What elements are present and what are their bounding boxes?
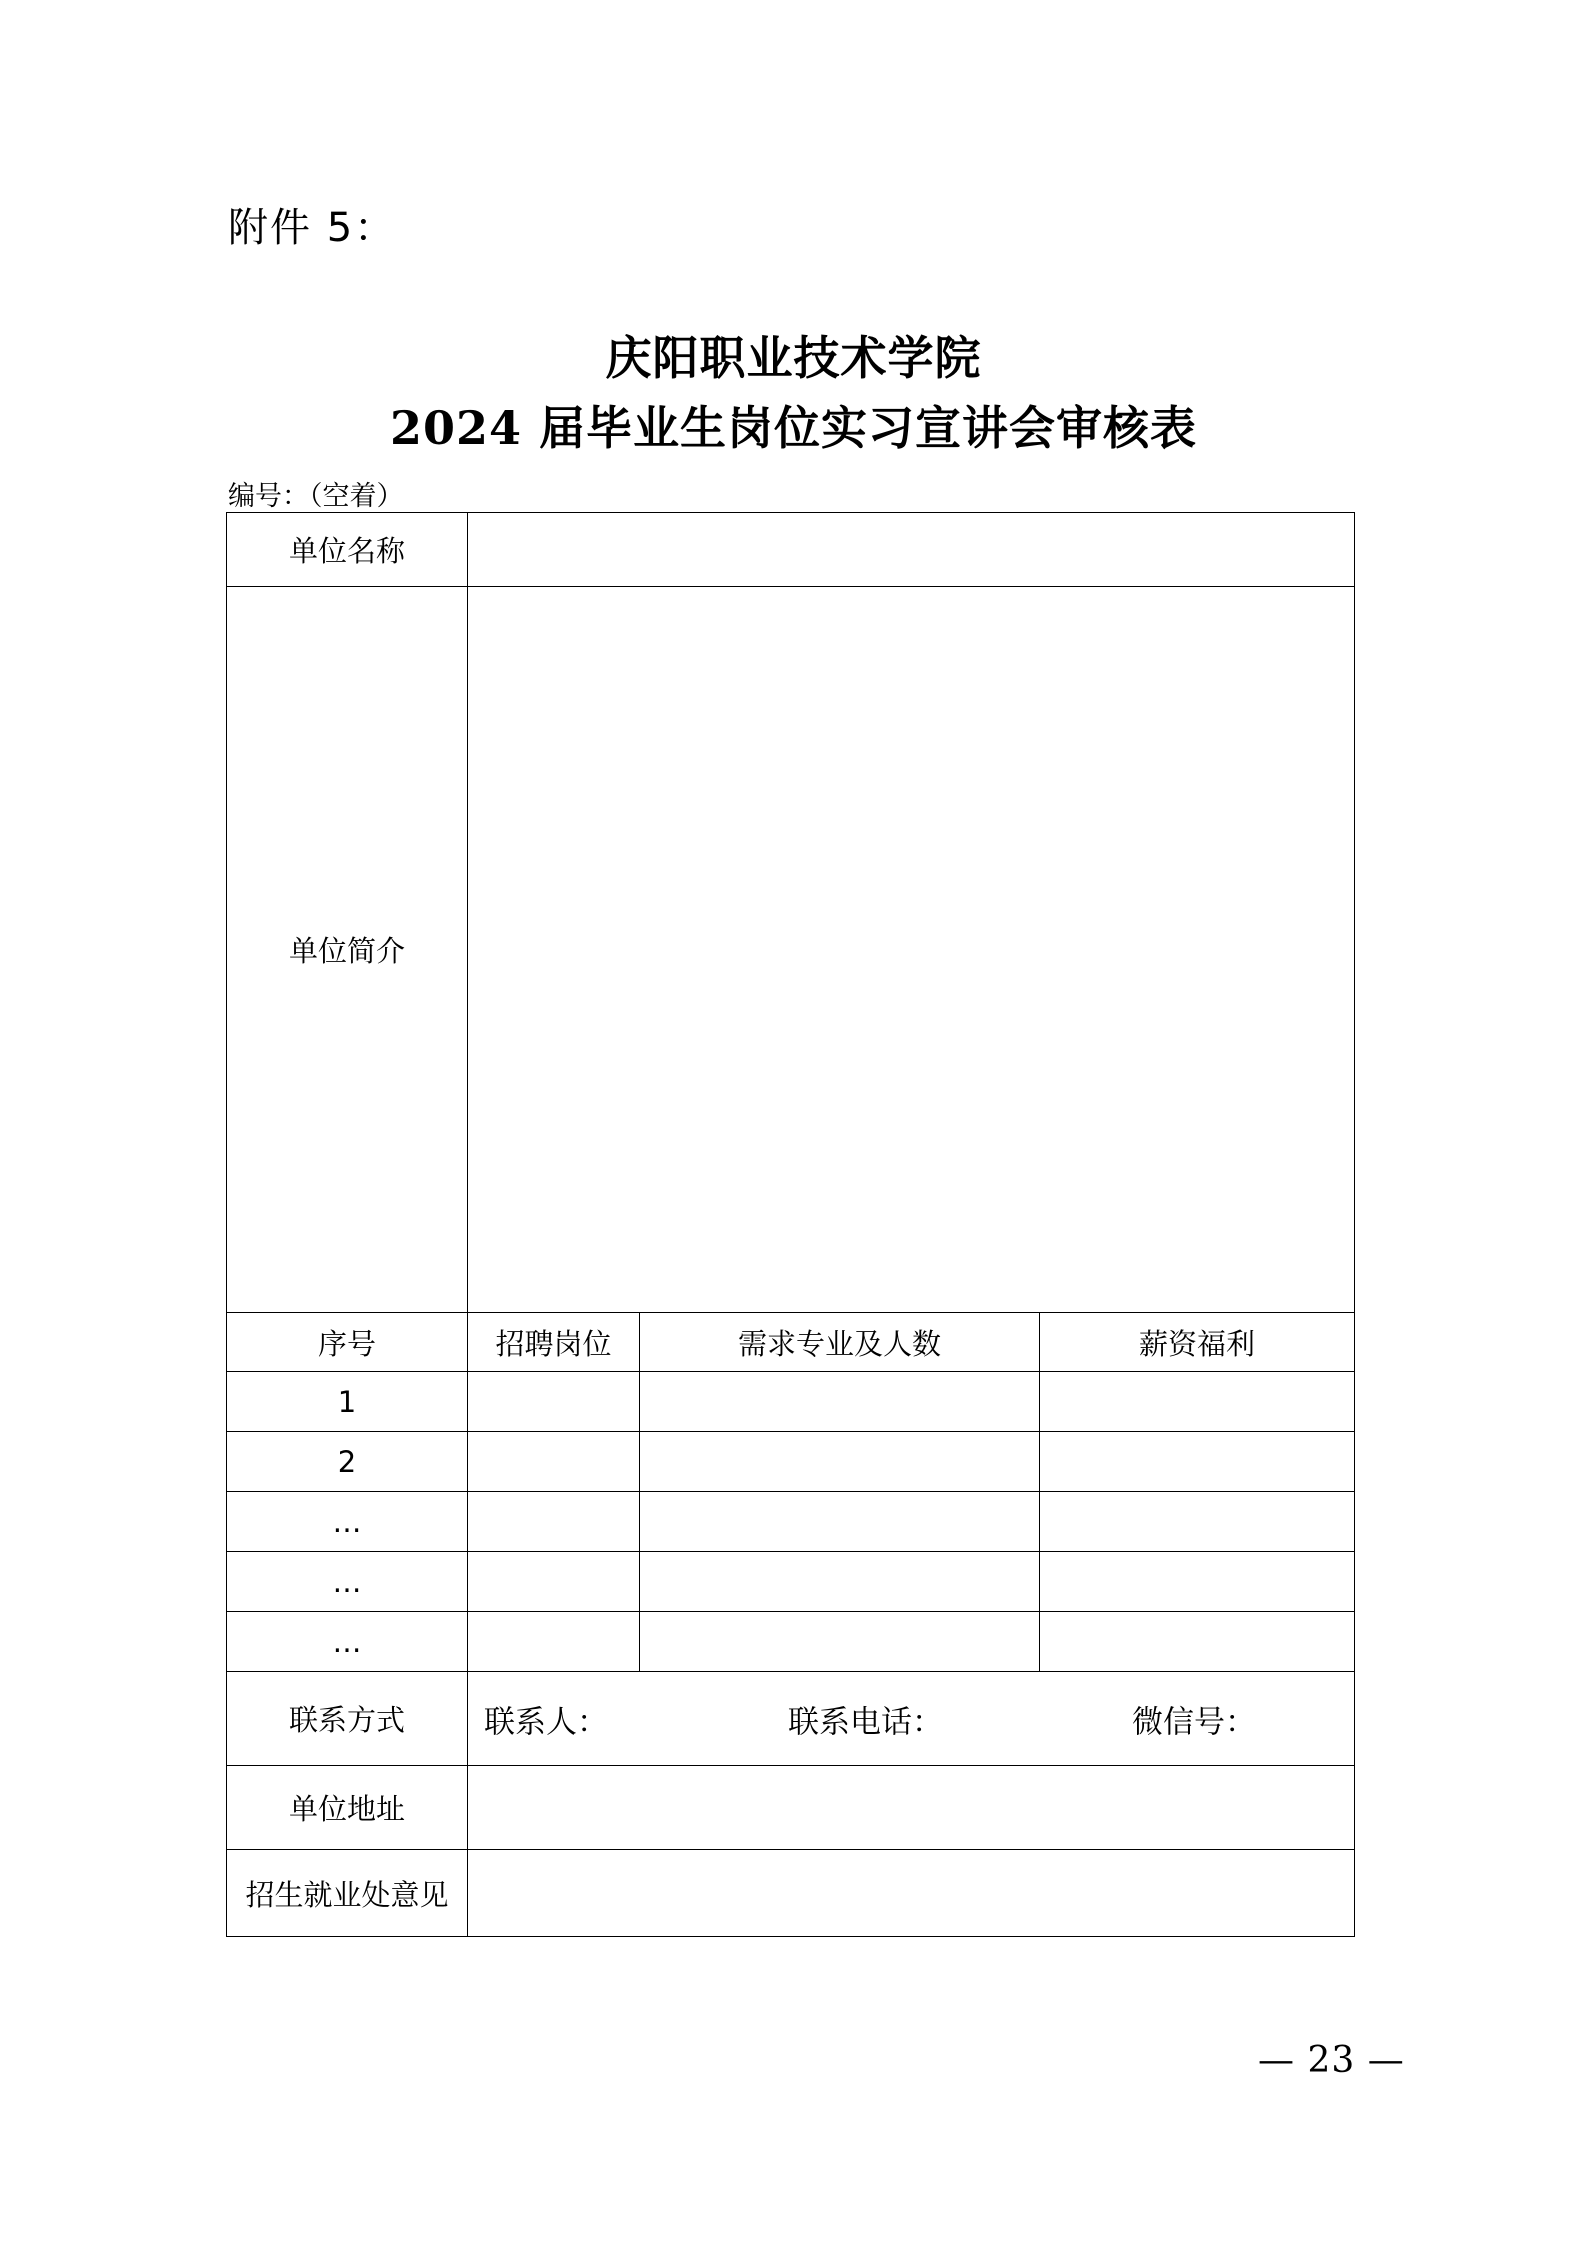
unit-name-row xyxy=(227,513,1355,587)
majors-count-field[interactable] xyxy=(640,1372,1040,1432)
office-opinion-field[interactable] xyxy=(468,1850,1355,1937)
document-subtitle: 2024 届毕业生岗位实习宣讲会审核表 xyxy=(389,401,1198,455)
position-field[interactable] xyxy=(468,1552,640,1612)
wechat-label: 微信号： xyxy=(1132,1704,1256,1740)
row-seq: … xyxy=(227,1492,468,1552)
row-seq: … xyxy=(227,1552,468,1612)
table-row xyxy=(227,1612,1355,1672)
office-opinion-row xyxy=(227,1850,1355,1937)
serial-number-label: 编号：（空着） xyxy=(228,481,404,512)
row-seq: 2 xyxy=(227,1432,468,1492)
table-row xyxy=(227,1372,1355,1432)
contact-field[interactable] xyxy=(468,1672,1355,1766)
majors-count-field[interactable] xyxy=(640,1612,1040,1672)
address-row xyxy=(227,1766,1355,1850)
salary-benefits-header: 薪资福利 xyxy=(1040,1313,1355,1372)
majors-count-field[interactable] xyxy=(640,1432,1040,1492)
unit-name-field[interactable] xyxy=(468,513,1355,587)
position-field[interactable] xyxy=(468,1372,640,1432)
page-number: — 23 — xyxy=(1258,2040,1405,2081)
contact-label: 联系方式 xyxy=(227,1672,468,1766)
position-field[interactable] xyxy=(468,1492,640,1552)
review-form-table xyxy=(226,512,1355,1937)
position-field[interactable] xyxy=(468,1432,640,1492)
row-seq: … xyxy=(227,1612,468,1672)
table-row xyxy=(227,1552,1355,1612)
contact-person-label: 联系人： xyxy=(484,1704,608,1740)
unit-intro-row xyxy=(227,587,1355,1313)
attachment-label: 附件 5： xyxy=(228,205,397,251)
salary-benefits-field[interactable] xyxy=(1040,1612,1355,1672)
table-row xyxy=(227,1492,1355,1552)
address-field[interactable] xyxy=(468,1766,1355,1850)
contact-row xyxy=(227,1672,1355,1766)
majors-count-field[interactable] xyxy=(640,1552,1040,1612)
unit-name-label: 单位名称 xyxy=(227,513,468,587)
row-seq: 1 xyxy=(227,1372,468,1432)
salary-benefits-field[interactable] xyxy=(1040,1552,1355,1612)
unit-intro-label: 单位简介 xyxy=(227,587,468,1313)
positions-header-row xyxy=(227,1313,1355,1372)
position-header: 招聘岗位 xyxy=(468,1313,640,1372)
table-row xyxy=(227,1432,1355,1492)
seq-header: 序号 xyxy=(227,1313,468,1372)
majors-count-header: 需求专业及人数 xyxy=(640,1313,1040,1372)
position-field[interactable] xyxy=(468,1612,640,1672)
office-opinion-label: 招生就业处意见 xyxy=(227,1850,468,1937)
unit-intro-field[interactable] xyxy=(468,587,1355,1313)
salary-benefits-field[interactable] xyxy=(1040,1492,1355,1552)
salary-benefits-field[interactable] xyxy=(1040,1372,1355,1432)
document-title: 庆阳职业技术学院 xyxy=(605,331,982,385)
address-label: 单位地址 xyxy=(227,1766,468,1850)
salary-benefits-field[interactable] xyxy=(1040,1432,1355,1492)
majors-count-field[interactable] xyxy=(640,1492,1040,1552)
contact-phone-label: 联系电话： xyxy=(788,1704,943,1740)
